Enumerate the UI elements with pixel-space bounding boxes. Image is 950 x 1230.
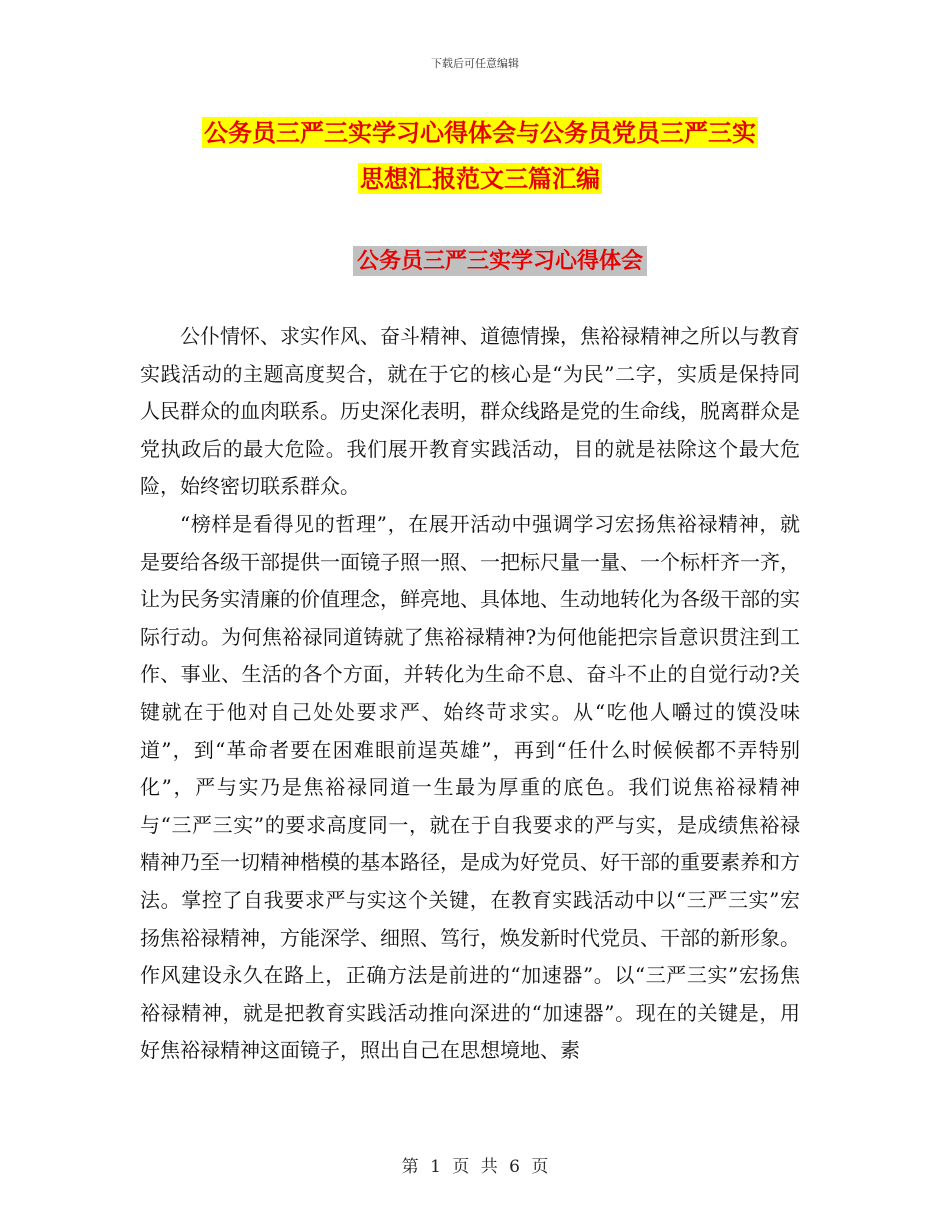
title-line-1-text: 公务员三严三实学习心得体会与公务员党员三严三实 [204, 118, 756, 147]
page-header-note: 下载后可任意编辑 [431, 57, 519, 70]
body-text [140, 318, 800, 1070]
paragraph-1: 公仆情怀、求实作风、奋斗精神、道德情操，焦裕禄精神之所以与教育实践活动的主题高度契合，就在于它的核心是“为民”二字，实质是保持同人民群众的血肉联系。历史深化表明，群众线路是党的生命线，脱离群众是党执政后的最大危险。我们展开教育实践活动，目的就是祛除这个最大危险，始终密切联系群众。 [140, 324, 800, 499]
title-line-2 [140, 156, 820, 202]
section-title-text: 公务员三严三实学习心得体会 [353, 246, 647, 276]
title-line-1 [140, 110, 820, 156]
page-number: 第 1 页 共 6 页 [401, 1157, 549, 1177]
title-line-2-text: 思想汇报范文三篇汇编 [360, 164, 600, 193]
document-title [140, 110, 820, 202]
paragraph-2: “榜样是看得见的哲理”，在展开活动中强调学习宏扬焦裕禄精神，就是要给各级干部提供一面镜子照一照、一把标尺量一量、一个标杆齐一齐，让为民务实清廉的价值理念，鲜亮地、具体地、生动地转化为各级干部的实际行动。为何焦裕禄同道铸就了焦裕禄精神?为何他能把宗旨意识贯注到工作、事业、生活的各个方面，并转化为生命不息、奋斗不止的自觉行动?关键就在于他对自己处处要求严、始终苛求实。从“吃他人嚼过的馍没味道”，到“革命者要在困难眼前逞英雄”，再到“任什么时候候都不弄特别化”，严与实乃是焦裕禄同道一生最为厚重的底色。我们说焦裕禄精神与“三严三实”的要求高度同一，就在于自我要求的严与实，是成绩焦裕禄精神乃至一切精神楷模的基本路径，是成为好党员、好干部的重要素养和方法。掌控了自我要求严与实这个关键，在教育实践活动中以“三严三实”宏扬焦裕禄精神，方能深学、细照、笃行，焕发新时代党员、干部的新形象。作风建设永久在路上，正确方法是前进的“加速器”。以“三严三实”宏扬焦裕禄精神，就是把教育实践活动推向深进的“加速器”。现在的关键是，用好焦裕禄精神这面镜子，照出自己在思想境地、素 [140, 511, 800, 1063]
section-title [0, 244, 950, 275]
